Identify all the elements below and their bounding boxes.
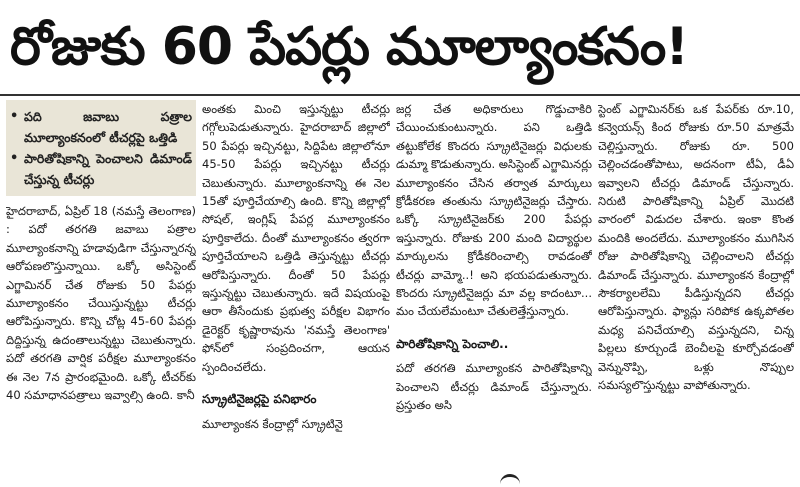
bullet-icon: • bbox=[10, 151, 19, 166]
headline: రోజుకు 60 పేపర్లు మూల్యాంకనం! bbox=[10, 17, 688, 77]
column-2 bbox=[202, 100, 390, 484]
article-text: పదో తరగతి మూల్యాంకన పారితోషికాన్ని పెంచాలని టీచర్లు డిమాండ్ చేస్తున్నారు. ప్రస్తుతం అసి bbox=[396, 361, 592, 413]
column-1 bbox=[6, 100, 196, 484]
subheading: స్క్రూటినైజర్లపై పనిభారం bbox=[202, 392, 317, 407]
column-4 bbox=[598, 100, 794, 484]
article-text: మూల్యాంకన కేంద్రాల్లో స్క్రూటినై bbox=[202, 416, 343, 431]
highlight-item: • పది జవాబు పత్రాల మూల్యాంకనంలో టీచర్లపై ఒత్తిడి bbox=[8, 106, 192, 148]
article-text: హైదరాబాద్, ఏప్రిల్ 18 (నమస్తే తెలంగాణ) : పదో తరగతి జవాబు పత్రాల మూల్యాంకనాన్ని హడావుడిగా చేస్తున్నారన్న ఆరోపణలొస్తున్నాయి. ఒక్కో అసిస్టెంట్ ఎగ్జామినర్ చేత రోజుకు 50 పేపర్లు మూల్యాంకనం చేయిస్తున్నట్టు టీచర్లు ఆరోపిస్తున్నారు. కొన్ని చోట్ల 45-60 పేపర్లు దిద్దిస్తున్న ఉదంతాలున్నట్టు చెబుతున్నారు. పదో తరగతి వార్షిక పరీక్షల మూల్యాంకనం ఈ నెల 7న ప్రారంభమైంది. ఒక్కో టీచర్‌కు 40 సమాధానపత్రాలు ఇవ్వాల్సి ఉంది. కానీ bbox=[6, 204, 196, 403]
article-text: అంతకు మించి ఇస్తున్నట్టు టీచర్లు గగ్గోలుపెడుతున్నారు. హైదరాబాద్ జిల్లాలో 50 పేపర్లు ఇచ్చినట్టు, సిద్దిపేట జిల్లాలోనూ 45-50 పేపర్లు ఇచ్చినట్టు టీచర్లు చెబుతున్నారు. మూల్యాంకనాన్ని ఈ నెల 15తో పూర్తిచేయాల్సి ఉంది. కొన్ని జిల్లాల్లో సోషల్, ఇంగ్లిష్ పేపర్ల మూల్యాంకనం పూర్తికాలేదు. దీంతో మూల్యాంకనం త్వరగా పూర్తిచేయాలని ఒత్తిడి తెస్తున్నట్టు టీచర్లు ఆరోపిస్తున్నారు. దీంతో 50 పేపర్లు ఇస్తున్నట్టు చెబుతున్నారు. ఇదే విషయంపై ఆరా తీసేందుకు ప్రభుత్వ పరీక్షల విభాగం డైరెక్టర్ కృష్ణారావును 'నమస్తే తెలంగాణ' ఫోన్‌లో సంప్రదించగా, ఆయన స్పందించలేదు. bbox=[202, 102, 390, 374]
headline-rule bbox=[0, 94, 800, 96]
highlights-box bbox=[6, 100, 196, 196]
highlight-item: • పారితోషికాన్ని పెంచాలని డిమాండ్ చేస్తున్న టీచర్లు bbox=[8, 148, 192, 190]
article-text: స్టెంట్ ఎగ్జామినర్‌కు ఒక పేపర్‌కు రూ.10, కన్వెయన్స్ కింద రోజుకు రూ.50 మాత్రమే చెల్లిస్తున్నారు. రోజుకు రూ. 500 చెల్లించడంతోపాటు, అదనంగా టీఏ, డీఏ ఇవ్వాలని టీచర్లు డిమాండ్ చేస్తున్నారు. నిరుటి పారితోషికాన్ని ఏప్రిల్ మొదటి వారంలో విడుదల చేశారు. ఇంకా కొంత మందికి అందలేదు. మూల్యాంకనం ముగిసిన రోజు పారితోషికాన్ని చెల్లించాలని టీచర్లు డిమాండ్ చేస్తున్నారు. మూల్యాంకన కేంద్రాల్లో సౌకర్యాలలేమి పీడిస్తున్నదని టీచర్లు ఆరోపిస్తున్నారు. ఫ్యాన్లు సరిపోక ఉక్కపోతల మధ్య పనిచేయాల్సి వస్తున్నదని, చిన్న పిల్లలు కూర్చుండే బెంచీలపై కూర్చోవడంతో వెన్నునొప్పి, ఒళ్లు నొప్పుల సమస్యలొస్తున్నట్టు వాపోతున్నారు. bbox=[598, 102, 794, 393]
bullet-icon: • bbox=[10, 109, 19, 124]
column-3 bbox=[396, 100, 592, 484]
article-text: జర్ల చేత అధికారులు గొడ్డుచాకిరి చేయించుకుంటున్నారు. పని ఒత్తిడి తట్టుకోలేక కొందరు స్క్రూటినైజర్లు విధులకు డుమ్మా కొడుతున్నారు. అసిస్టెంట్ ఎగ్జామినర్లు మూల్యాంకనం చేసిన తర్వాత మార్కులు క్రోడీకరణ తంతును స్క్రూటినైజర్లు చేస్తారు. ఒక్కో స్క్రూటినైజర్‌కు 200 పేపర్లు ఇస్తున్నారు. రోజుకు 200 మంది విద్యార్థుల మార్కులను క్రోడీకరించాల్సి రావడంతో టీచర్లు వామ్మో..! అని భయపడుతున్నారు. కొందరు స్క్రూటినైజర్లు మా వల్ల కాదంటూ... మం చేయలేమంటూ చేతులెత్తేస్తున్నారు. bbox=[396, 102, 592, 319]
cut-off-glyph bbox=[500, 474, 520, 487]
subheading: పారితోషికాన్ని పెంచాలి.. bbox=[396, 336, 509, 351]
